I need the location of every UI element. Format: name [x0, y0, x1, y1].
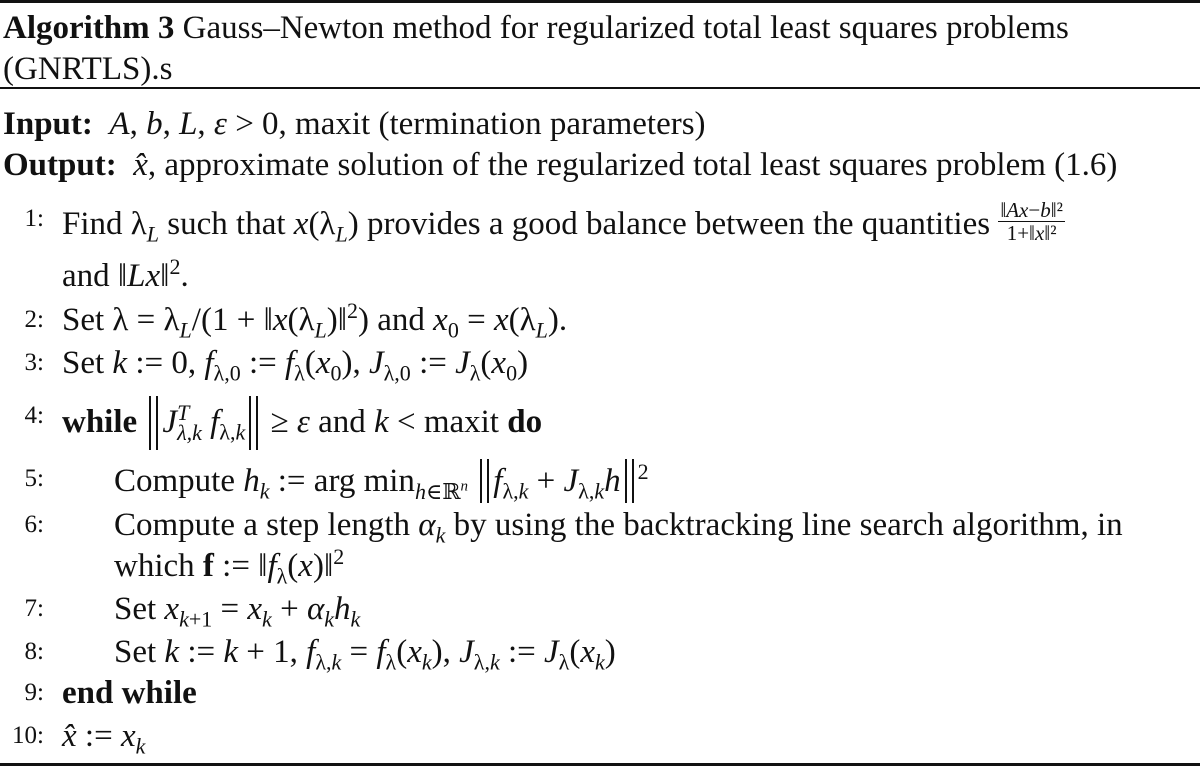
header-rule [0, 87, 1200, 89]
output-line [3, 145, 1117, 185]
algorithm-title: Gauss–Newton method for regularized total least squares problems (GNRTLS).s [3, 10, 1069, 87]
step-text: Set $\lambda = \lambda_L/(1$ + $‖x(\lambda_L)‖^2$) and $x_0 = x(\lambda_L)$. [62, 298, 568, 343]
input-text: A, b, L, ε > 0, maxit (termination parameters) [109, 106, 706, 142]
do-keyword: do [507, 404, 543, 440]
output-label: Output: [3, 147, 117, 183]
step-number: 6: [24, 511, 44, 538]
step-number: 4: [24, 402, 44, 429]
bottom-rule [0, 763, 1200, 766]
step-number: 5: [24, 465, 44, 492]
step-number: 2: [24, 306, 44, 333]
step-number: 3: [24, 349, 44, 376]
fraction: $\frac{\text{‖Ax−b‖²}}{\text{1+‖x‖²}}$ [1000, 198, 1063, 245]
step-text: Set k := k + 1, $f_{\lambda,k} = f_\lambda(x_k)$, $J_{\lambda,k}$ := $J_\lambda(x_k)$ [114, 634, 616, 675]
while-keyword: while [62, 404, 138, 440]
step-text: x̂ := $x_k$ [62, 718, 146, 759]
algorithm-caption [3, 8, 1198, 90]
input-label: Input: [3, 106, 93, 142]
step-text: while J T λ,k $f_{\lambda,k} \ge \varepsilon$ and k < maxit do [62, 396, 542, 450]
step-text: Compute $h_k$ := arg $\min_{h\in ℝ^n} f_{\lambda,k} + J_{\lambda,k}h$ $^2$ [114, 459, 649, 504]
step-text: Compute a step length $\alpha_k$ by using the backtracking line search algorithm, in [114, 507, 1123, 548]
step-number: 8: [24, 638, 44, 665]
end-while-keyword: end while [62, 675, 197, 711]
step-number: 1: [24, 205, 44, 232]
top-rule [0, 0, 1200, 3]
step-number: 10: [12, 722, 44, 749]
step-number: 7: [24, 595, 44, 622]
output-text: x̂, approximate solution of the regularized total least squares problem (1.6) [133, 147, 1118, 183]
step-text: Find $\lambda_L$ such that $x(\lambda_L)$ provides a good balance between the quantities $\frac{\text{‖Ax−b‖²}}{\text{1+‖x‖²}}$ [62, 198, 1063, 247]
algorithm-label: Algorithm 3 [3, 10, 175, 46]
step-number: 9: [24, 679, 44, 706]
step-text: Set k := 0, $f_{\lambda,0}$ := $f_\lambda(x_0)$, $J_{\lambda,0}$ := $J_\lambda(x_0)$ [62, 345, 529, 386]
step-text: Set $x_{k+1} = x_k + \alpha_kh_k$ [114, 591, 361, 632]
input-line [3, 104, 706, 144]
